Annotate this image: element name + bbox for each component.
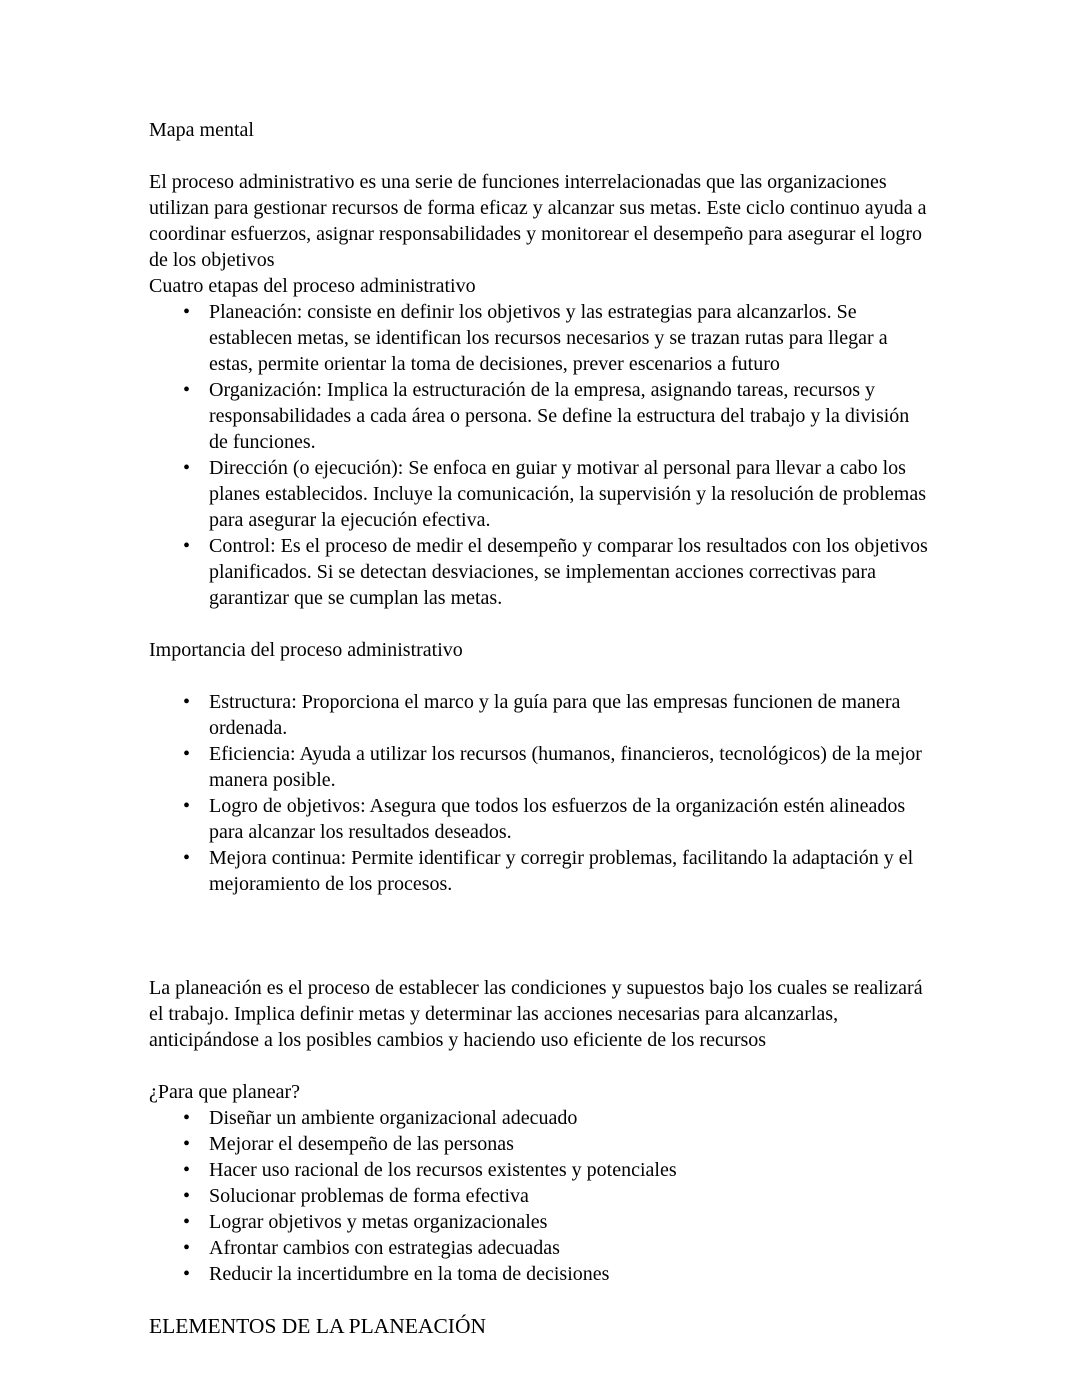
- list-item-label: Dirección (o ejecución): Se enfoca en guiar y motivar al personal para llevar a cabo los planes establecidos. Incluye la comunicación, la supervisión y la resolución de problemas para asegurar la ejecución efectiva.: [209, 457, 927, 531]
- bullet-icon: •: [183, 457, 191, 479]
- list-item: [149, 1157, 931, 1183]
- bullet-icon: •: [183, 691, 191, 713]
- bullet-icon: •: [183, 535, 191, 557]
- bullet-icon: •: [183, 743, 191, 765]
- list-item-label: Solucionar problemas de forma efectiva: [209, 1185, 529, 1207]
- list-item-label: Estructura: Proporciona el marco y la guía para que las empresas funcionen de manera ordenada.: [209, 691, 901, 739]
- list-item-label: Eficiencia: Ayuda a utilizar los recursos (humanos, financieros, tecnológicos) de la mejor manera posible.: [209, 743, 922, 791]
- list-item: [149, 1235, 931, 1261]
- list-item-label: Logro de objetivos: Asegura que todos los esfuerzos de la organización estén alineados para alcanzar los resultados deseados.: [209, 795, 906, 843]
- para-que-planear-list: [149, 1105, 931, 1287]
- list-item-label: Planeación: consiste en definir los objetivos y las estrategias para alcanzarlos. Se establecen metas, se identifican los recursos necesarios y se trazan rutas para llegar a estas, permite orientar la toma de decisiones, prever escenarios a futuro: [209, 301, 888, 375]
- list-item: [149, 793, 931, 845]
- list-item: [149, 845, 931, 897]
- spacer: [149, 611, 931, 637]
- document-body: [149, 117, 931, 1340]
- list-item-label: Organización: Implica la estructuración de la empresa, asignando tareas, recursos y responsabilidades a cada área o persona. Se define la estructura del trabajo y la división de funciones.: [209, 379, 910, 453]
- bullet-icon: •: [183, 795, 191, 817]
- list-item: [149, 1261, 931, 1287]
- etapas-heading: Cuatro etapas del proceso administrativo: [149, 275, 476, 297]
- list-item: [149, 1209, 931, 1235]
- spacer: [149, 1053, 931, 1079]
- list-item: [149, 299, 931, 377]
- spacer: [149, 663, 931, 689]
- list-item: [149, 741, 931, 793]
- list-item-label: Lograr objetivos y metas organizacionales: [209, 1211, 548, 1233]
- bullet-icon: •: [183, 379, 191, 401]
- list-item: [149, 533, 931, 611]
- list-item-label: Reducir la incertidumbre en la toma de decisiones: [209, 1263, 610, 1285]
- list-item: [149, 1105, 931, 1131]
- planeacion-paragraph: La planeación es el proceso de establecer las condiciones y supuestos bajo los cuales se realizará el trabajo. Implica definir metas y determinar las acciones necesarias para alcanzarlas, anticipándose a los posibles cambios y haciendo uso eficiente de los recursos: [149, 977, 923, 1051]
- spacer: [149, 143, 931, 169]
- list-item-label: Diseñar un ambiente organizacional adecuado: [209, 1107, 578, 1129]
- bullet-icon: •: [183, 1263, 191, 1285]
- importancia-heading: Importancia del proceso administrativo: [149, 639, 463, 661]
- elementos-heading: ELEMENTOS DE LA PLANEACIÓN: [149, 1314, 487, 1338]
- list-item: [149, 1131, 931, 1157]
- list-item: [149, 689, 931, 741]
- importancia-list: [149, 689, 931, 897]
- bullet-icon: •: [183, 1107, 191, 1129]
- spacer: [149, 1287, 931, 1313]
- list-item: [149, 1183, 931, 1209]
- para-que-planear-heading: ¿Para que planear?: [149, 1081, 301, 1103]
- spacer: [149, 949, 931, 975]
- bullet-icon: •: [183, 1133, 191, 1155]
- list-item-label: Control: Es el proceso de medir el desempeño y comparar los resultados con los objetivos planificados. Si se detectan desviaciones, se implementan acciones correctivas para garantizar que se cumplan las metas.: [209, 535, 928, 609]
- list-item: [149, 455, 931, 533]
- spacer: [149, 897, 931, 949]
- etapas-list: [149, 299, 931, 611]
- bullet-icon: •: [183, 1237, 191, 1259]
- bullet-icon: •: [183, 1185, 191, 1207]
- intro-heading: Mapa mental: [149, 119, 254, 141]
- intro-paragraph: El proceso administrativo es una serie de funciones interrelacionadas que las organizaciones utilizan para gestionar recursos de forma eficaz y alcanzar sus metas. Este ciclo continuo ayuda a coordinar esfuerzos, asignar responsabilidades y monitorear el desempeño para asegurar el logro de los objetivos: [149, 171, 927, 271]
- list-item-label: Hacer uso racional de los recursos existentes y potenciales: [209, 1159, 677, 1181]
- list-item-label: Mejorar el desempeño de las personas: [209, 1133, 514, 1155]
- bullet-icon: •: [183, 1211, 191, 1233]
- bullet-icon: •: [183, 847, 191, 869]
- list-item: [149, 377, 931, 455]
- list-item-label: Afrontar cambios con estrategias adecuadas: [209, 1237, 560, 1259]
- list-item-label: Mejora continua: Permite identificar y corregir problemas, facilitando la adaptación y el mejoramiento de los procesos.: [209, 847, 914, 895]
- bullet-icon: •: [183, 301, 191, 323]
- bullet-icon: •: [183, 1159, 191, 1181]
